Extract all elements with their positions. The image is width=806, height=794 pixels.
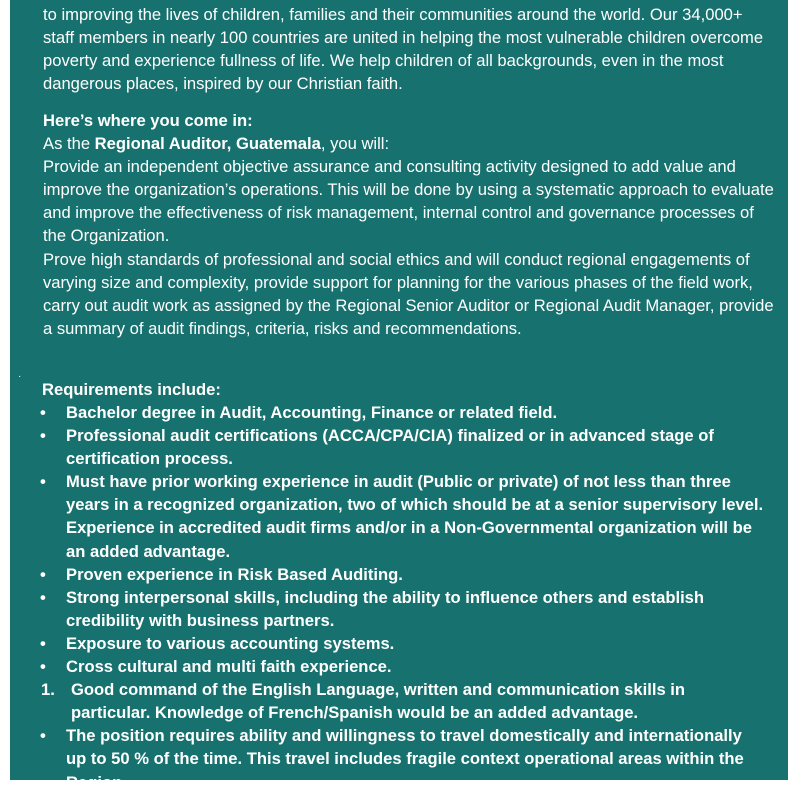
job-description-panel bbox=[10, 0, 788, 792]
role-title-suffix: , you will: bbox=[320, 134, 390, 154]
role-description-2: Prove high standards of professional and social ethics and will conduct regional engagements of varying size and complexity, provide support for planning for the various phases of the field work, carry out audit work as assigned by the Regional Senior Auditor or Regional Audit Manager, provide a summary of audit findings, criteria, risks and recommendations. bbox=[43, 249, 774, 338]
list-item bbox=[10, 632, 788, 655]
requirement-text: Bachelor degree in Audit, Accounting, Finance or related field. bbox=[66, 403, 558, 422]
requirement-text: Exposure to various accounting systems. bbox=[66, 633, 395, 653]
stray-dot: · bbox=[18, 371, 22, 382]
number-marker: 1. bbox=[41, 680, 55, 700]
list-item bbox=[10, 678, 788, 724]
bullet-marker: • bbox=[40, 587, 46, 607]
requirement-text: Must have prior working experience in audit (Public or private) of not less than three years in a recognized organization, two of which should be at a senior supervisory level. Experience in accredited audit firms and/or in a Non-Governmental organization will be an added advantage. bbox=[66, 472, 764, 561]
organization-intro: to improving the lives of children, families and their communities around the world. Our 34,000+ staff members in nearly 100 countries are united in helping the most vulnerable children overcome poverty and experience fullness of life. We help children of all backgrounds, even in the most dangerous places, inspired by our Christian faith. bbox=[43, 5, 764, 94]
requirement-text: Cross cultural and multi faith experience. bbox=[66, 657, 392, 677]
requirements-heading: Requirements include: bbox=[42, 380, 221, 399]
bullet-marker: • bbox=[40, 657, 46, 677]
bullet-marker: • bbox=[40, 564, 46, 584]
bullet-marker: • bbox=[40, 426, 46, 446]
requirement-text: Professional audit certifications (ACCA/CPA/CIA) finalized or in advanced stage of certification process. bbox=[66, 426, 714, 469]
list-item bbox=[10, 724, 788, 793]
list-item bbox=[10, 401, 788, 424]
bullet-marker: • bbox=[40, 726, 46, 746]
list-item bbox=[10, 424, 788, 470]
requirements-list bbox=[10, 401, 788, 794]
role-heading: Here’s where you come in: bbox=[43, 111, 253, 130]
role-title-line bbox=[43, 132, 778, 155]
list-item bbox=[10, 586, 788, 632]
requirement-text: Good command of the English Language, written and communication skills in particular. Knowledge of French/Spanish would be an added advantage. bbox=[71, 680, 686, 723]
requirement-text: Strong interpersonal skills, including the ability to influence others and establish credibility with business partners. bbox=[66, 587, 705, 630]
role-section bbox=[43, 109, 778, 340]
bullet-marker: • bbox=[40, 633, 46, 653]
role-title-prefix: As the bbox=[43, 134, 95, 154]
bullet-marker: • bbox=[40, 403, 46, 422]
requirement-text: The position requires ability and willingness to travel domestically and internationally up to 50 % of the time. This travel includes fragile context operational areas within the Region. bbox=[66, 726, 744, 792]
list-item bbox=[10, 655, 788, 678]
list-item bbox=[10, 563, 788, 586]
role-description-1: Provide an independent objective assurance and consulting activity designed to add value and improve the organization’s operations. This will be done by using a systematic approach to evaluate and improve the effectiveness of risk management, internal control and governance processes of the Organization. bbox=[43, 157, 774, 246]
requirement-text: Proven experience in Risk Based Auditing. bbox=[66, 564, 403, 584]
role-title: Regional Auditor, Guatemala bbox=[94, 134, 321, 154]
bullet-marker: • bbox=[40, 472, 46, 492]
list-item bbox=[10, 470, 788, 562]
